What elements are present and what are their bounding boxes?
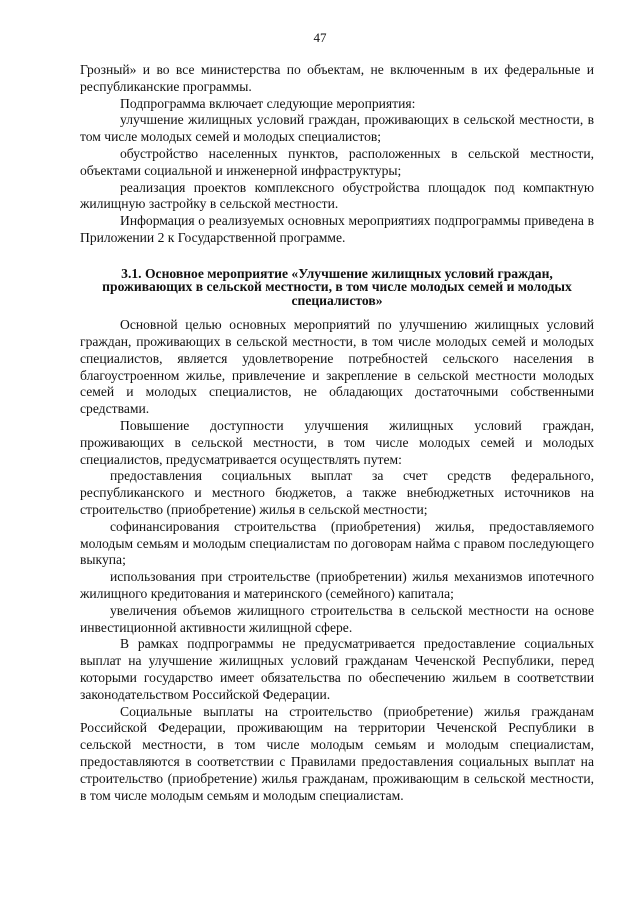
list-item: предоставления социальных выплат за счет средств федерального, республиканского и местного бюджетов, а также внебюджетных источников на строительство (приобретение) жилья в сельской местности; (80, 468, 594, 518)
paragraph: В рамках подпрограммы не предусматривается предоставление социальных выплат на улучшение жилищных условий гражданам Чеченской Республики, перед которыми государство имеет обязательства по обеспечению жильем в соответствии законодательством Российской Федерации. (80, 636, 594, 702)
list-item: увеличения объемов жилищного строительства в сельской местности на основе инвестиционной активности жилищной сфере. (80, 602, 594, 635)
page-number: 47 (313, 30, 327, 45)
paragraph: Социальные выплаты на строительство (приобретение) жилья гражданам Российской Федерации, проживающим на территории Чеченской Республики в сельской местности, в том числе молодым семьям и молодым специалистам, предоставляются в соответствии с Правилами предоставления социальных выплат на строительство (приобретение) жилья гражданам, проживающим в сельской местности, в том числе молодым семьям и молодым специалистам. (80, 703, 594, 803)
paragraph: Грозный» и во все министерства по объектам, не включенным в их федеральные и республиканские программы. (80, 62, 594, 94)
paragraph: Подпрограмма включает следующие мероприятия: (120, 95, 416, 111)
paragraph: Основной целью основных мероприятий по улучшению жилищных условий граждан, проживающих в сельской местности, в том числе молодых семей и молодых специалистов, является удовлетворение потребностей сельского населения в благоустроенном жилье, привлечение и закрепление в сельской местности молодых семей и молодых специалистов, не обладающих достаточными собственными средствами. (80, 317, 594, 417)
list-item: обустройство населенных пунктов, расположенных в сельской местности, объектами социальной и инженерной инфраструктуры; (80, 145, 594, 178)
list-item: софинансирования строительства (приобретения) жилья, предоставляемого молодым семьям и молодым специалистам по договорам найма с правом последующего выкупа; (80, 518, 594, 568)
paragraph: Повышение доступности улучшения жилищных условий граждан, проживающих в сельской местности, в том числе молодых семей и молодых специалистов, предусматривается осуществлять путем: (80, 418, 594, 467)
list-item: использования при строительстве (приобретении) жилья механизмов ипотечного жилищного кредитования и материнского (семейного) капитала; (80, 569, 594, 602)
document-body (80, 62, 594, 804)
list-item: реализация проектов комплексного обустройства площадок под компактную жилищную застройку в сельской местности. (80, 179, 594, 212)
section-heading: 3.1. Основное мероприятие «Улучшение жилищных условий граждан, проживающих в сельской местности, в том числе молодых семей и молодых специалистов» (102, 265, 572, 308)
paragraph: Информация о реализуемых основных мероприятиях подпрограммы приведена в Приложении 2 к Государственной программе. (80, 213, 594, 245)
list-item: улучшение жилищных условий граждан, проживающих в сельской местности, в том числе молодых семей и молодых специалистов; (80, 112, 594, 145)
